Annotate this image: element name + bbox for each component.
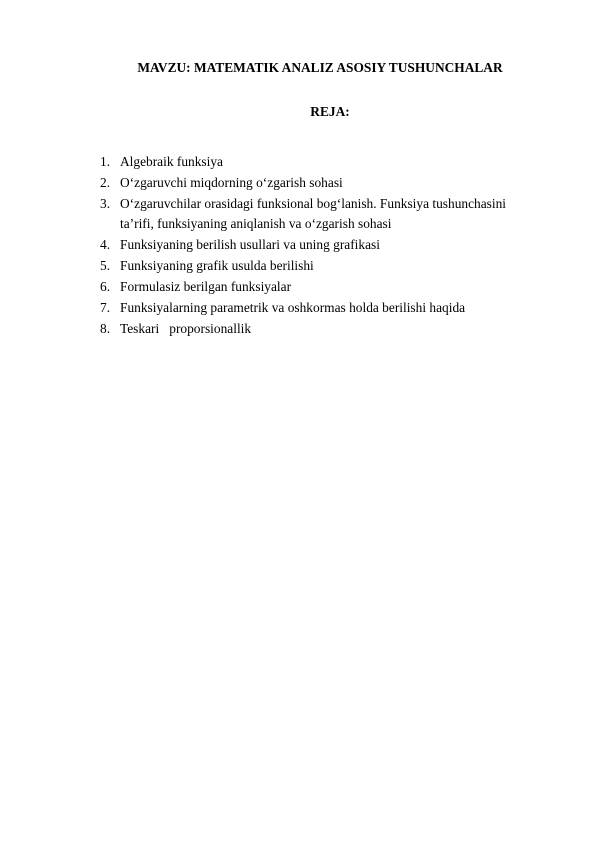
list-item bbox=[0, 194, 596, 233]
list-item-number: 7. bbox=[100, 299, 111, 315]
list-item bbox=[0, 173, 596, 193]
list-item-number: 4. bbox=[100, 236, 111, 252]
list-item-text: Funksiyaning grafik usulda berilishi bbox=[120, 257, 314, 273]
list-item-number: 8. bbox=[100, 320, 111, 336]
plan-list bbox=[0, 152, 596, 340]
list-item-text: O‘zgaruvchi miqdorning o‘zgarish sohasi bbox=[120, 175, 343, 190]
list-item-text: Algebraik funksiya bbox=[120, 154, 224, 169]
list-item bbox=[0, 277, 596, 297]
list-item bbox=[0, 298, 596, 318]
list-item-text: Formulasiz berilgan funksiyalar bbox=[120, 278, 292, 294]
list-item-text: Teskari proporsionallik bbox=[120, 320, 252, 336]
list-item-number: 3. bbox=[100, 196, 111, 211]
list-item-text-continued: ta’rifi, funksiyaning aniqlanish va o‘zgarish sohasi bbox=[120, 215, 392, 231]
list-item bbox=[0, 152, 596, 172]
plan-heading: REJA: bbox=[310, 104, 350, 119]
list-item bbox=[0, 319, 596, 339]
list-item-number: 1. bbox=[100, 154, 111, 169]
list-item bbox=[0, 256, 596, 276]
list-item-text: Funksiyaning berilish usullari va uning grafikasi bbox=[120, 236, 380, 252]
list-item-text: O‘zgaruvchilar orasidagi funksional bog‘lanish. Funksiya tushunchasini bbox=[120, 196, 507, 211]
list-item-number: 5. bbox=[100, 257, 111, 273]
list-item-number: 2. bbox=[100, 175, 111, 190]
page-title: MAVZU: MATEMATIK ANALIZ ASOSIY TUSHUNCHALAR bbox=[137, 60, 503, 75]
list-item bbox=[0, 235, 596, 255]
list-item-text: Funksiyalarning parametrik va oshkormas holda berilishi haqida bbox=[120, 299, 466, 315]
list-item-number: 6. bbox=[100, 278, 111, 294]
